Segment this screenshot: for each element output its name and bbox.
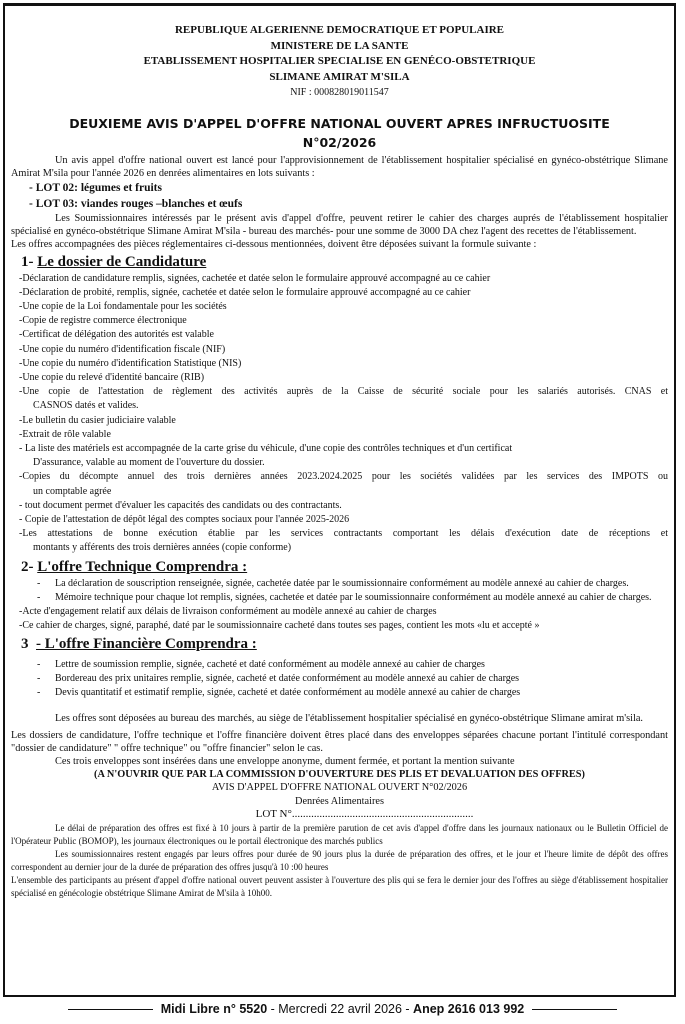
header-line: ETABLISSEMENT HOSPITALIER SPECIALISE EN GENÉCO-OBSTETRIQUE [143,55,536,67]
list-item: -Une copie du numéro d'identification Statistique (NIS) [19,357,242,369]
list-item: CASNOS datés et valides. [33,400,139,412]
list-item: - Lettre de soumission remplie, signée, cacheté et daté conformément au modèle annexé au cahier de charges [33,658,668,672]
header-line: SLIMANE AMIRAT M'SILA [269,70,410,83]
mention-line: AVIS D'APPEL D'OFFRE NATIONAL OUVERT N°02/2026 [211,782,468,794]
list-item: - La déclaration de souscription renseignée, signée, cachetée datée par le soumissionnaire conformément au modèle annexé au cahier de charges. [33,577,668,591]
mention-line: Denrées Alimentaires [295,795,384,807]
intro-paragraph: Un avis appel d'offre national ouvert est lancé pour l'approvisionnement de l'établissement hospitalier spécialisé en gynéco-obstétrique Slimane Amirat M'sila pour l'année 2026 en denrées alimentaires en lots suivants : [11,154,668,179]
list-item: - Bordereau des prix unitaires remplie, signée, cacheté et datée conformément au modèle annexé au cahier de charges [33,672,668,686]
section-heading-technique: 2- L'offre Technique Comprendra : [21,558,248,575]
retrait-paragraph: Les Soumissionnaires intéressés par le présent avis d'appel d'offre, peuvent retirer le cahier des charges auprés de l'établissement hospitalier spécialisé en gynéco-obstétrique Slimane Amirat M'sila - bureau des marchés- pour une somme de 3000 DA chez l'agent des recettes de l'établissement. [11,212,668,237]
list-item: D'assurance, valable au moment de l'ouverture du dossier. [33,457,265,469]
list-item: -Déclaration de probité, remplis, signée, cachetée et datée selon le formulaire approuvé accompagné au ce cahier [19,286,471,298]
section-heading-candidature: 1- Le dossier de Candidature [21,253,207,270]
lot-item: - LOT 03: viandes rouges –blanches et œufs [29,197,243,210]
list-item: -Une copie de la Loi fondamentale pour les sociétés [19,300,227,312]
list-item: -Copies du décompte annuel des trois dernières années 2023.2024.2025 pour les sociétés validées par les services des IMPOTS ou [19,471,668,483]
list-item: -Déclaration de candidature remplis, signées, cachetée et datée selon le formulaire approuvé accompagné au ce cahier [19,272,491,284]
anonyme-paragraph: Ces trois enveloppes sont insérées dans une enveloppe anonyme, dument fermée, et portant la mention suivante [55,755,515,767]
list-item: -Certificat de délégation des autorités est valable [19,329,214,341]
list-item: - tout document permet d'évaluer les capacités des candidats ou des contractants. [19,499,342,511]
formule-paragraph: Les offres accompagnées des pièces réglementaires ci-dessous mentionnées, doivent être déposées suivant la formule suivante : [11,238,537,250]
list-item: -Acte d'engagement relatif aux délais de livraison conformément au modèle annexé au cahier de charges [19,605,437,617]
nif-number: NIF : 000828019011547 [290,87,389,98]
notice-number: N°02/2026 [302,134,377,150]
ouverture-paragraph: L'ensemble des participants au présent d'appel d'offre national ouvert peuvent assister à l'ouverture des plis qui se fera le dernier jour des l'offres au siège d'établissement hospitalier spécialisé en génécologie obstétrique Slimane Amirat de M'sila à 10h00. [11,874,668,898]
list-item: -Le bulletin du casier judiciaire valable [19,414,176,426]
enveloppes-paragraph: Les dossiers de candidature, l'offre technique et l'offre financière doivent êtres placé dans des enveloppes séparées chacune portant l'intitulé correspondant "dossier de candidature" " offre technique" ou "offre financier" selon le cas. [11,729,668,754]
mention-line: (A N'OUVRIR QUE PAR LA COMMISSION D'OUVERTURE DES PLIS ET DEVALUATION DES OFFRES) [94,768,585,780]
notice-title [11,114,668,152]
list-item: -Ce cahier de charges, signé, paraphé, daté par le soumissionnaire cacheté dans toutes ses pages, contient les mots «lu et accepté » [19,619,540,631]
list-item: un comptable agrée [33,485,112,497]
header-line: REPUBLIQUE ALGERIENNE DEMOCRATIQUE ET POPULAIRE [174,24,505,36]
publication-footer [0,1002,685,1016]
lot-item: - LOT 02: légumes et fruits [29,181,162,194]
publication-date: - Mercredi 22 avril 2026 - [267,1002,414,1016]
list-item: -Une copie du relevé d'identité bancaire (RIB) [19,371,205,383]
lot-number-field: LOT N°.................................................................. [255,808,474,821]
list-item: - Copie de l'attestation de dépôt légal des comptes sociaux pour l'année 2025-2026 [19,513,350,525]
list-item: -Les attestations de bonne exécution établie par les services contractants comportant les délais d'exécution date de réceptions et [19,528,668,540]
section-heading-financiere: 3 - L'offre Financière Comprendra : [21,635,257,652]
engagement-paragraph: Les soumissionnaires restent engagés par leurs offres pour durée de 90 jours plus la durée de préparation des offres, et le jour et l'heure limite de dépôt des offres correspondent au dernier jour de la durée de préparation des offres jusqu'à 10 :00 heures [11,848,668,872]
list-item: -Une copie de l'attestation de règlement des activités auprès de la Caisse de sécurité sociale pour les salariés autorisés. CNAS et [19,386,668,398]
depot-paragraph: Les offres sont déposées au bureau des marchés, au siège de l'établissement hospitalier spécialisé en gynéco-obstétrique Slimane amirat m'sila. [55,712,643,724]
list-item: -Extrait de rôle valable [19,428,111,440]
header-line: MINISTERE DE LA SANTE [270,39,409,52]
divider [68,1009,153,1010]
anep-reference: Anep 2616 013 992 [413,1002,525,1016]
list-item: - Devis quantitatif et estimatif remplie, signée, cacheté et datée conformément au modèle annexé au cahier de charges [33,686,668,700]
journal-issue: Midi Libre n° 5520 [160,1002,268,1016]
candidature-list [11,272,668,556]
divider [532,1009,617,1010]
title-line: DEUXIEME AVIS D'APPEL D'OFFRE NATIONAL OUVERT APRES INFRUCTUOSITE [69,115,610,131]
institution-header [11,23,668,101]
delai-paragraph: Le délai de préparation des offres est fixé à 10 jours à partir de la première parution de cet avis d'appel d'offre dans les journaux nationaux ou le Bulletin Officiel de l'Opérateur Public (BOMOP), les journaux électroniques ou le portail électronique des marchés publics [11,822,668,846]
list-item: -Une copie du numéro d'identification fiscale (NIF) [19,343,226,355]
list-item: - Mémoire technique pour chaque lot remplis, signées, cachetée et datée par le soumissionnaire conformément au modèle annexé au cahier de charges. [33,591,668,605]
notice-frame [3,3,676,997]
list-item: montants y afférents des trois dernières années (copie conforme) [33,542,292,554]
list-item: - La liste des matériels est accompagnée de la carte grise du véhicule, d'une copie des contrôles techniques et d'un certificat [19,442,513,454]
list-item: -Copie de registre commerce électronique [19,315,187,327]
